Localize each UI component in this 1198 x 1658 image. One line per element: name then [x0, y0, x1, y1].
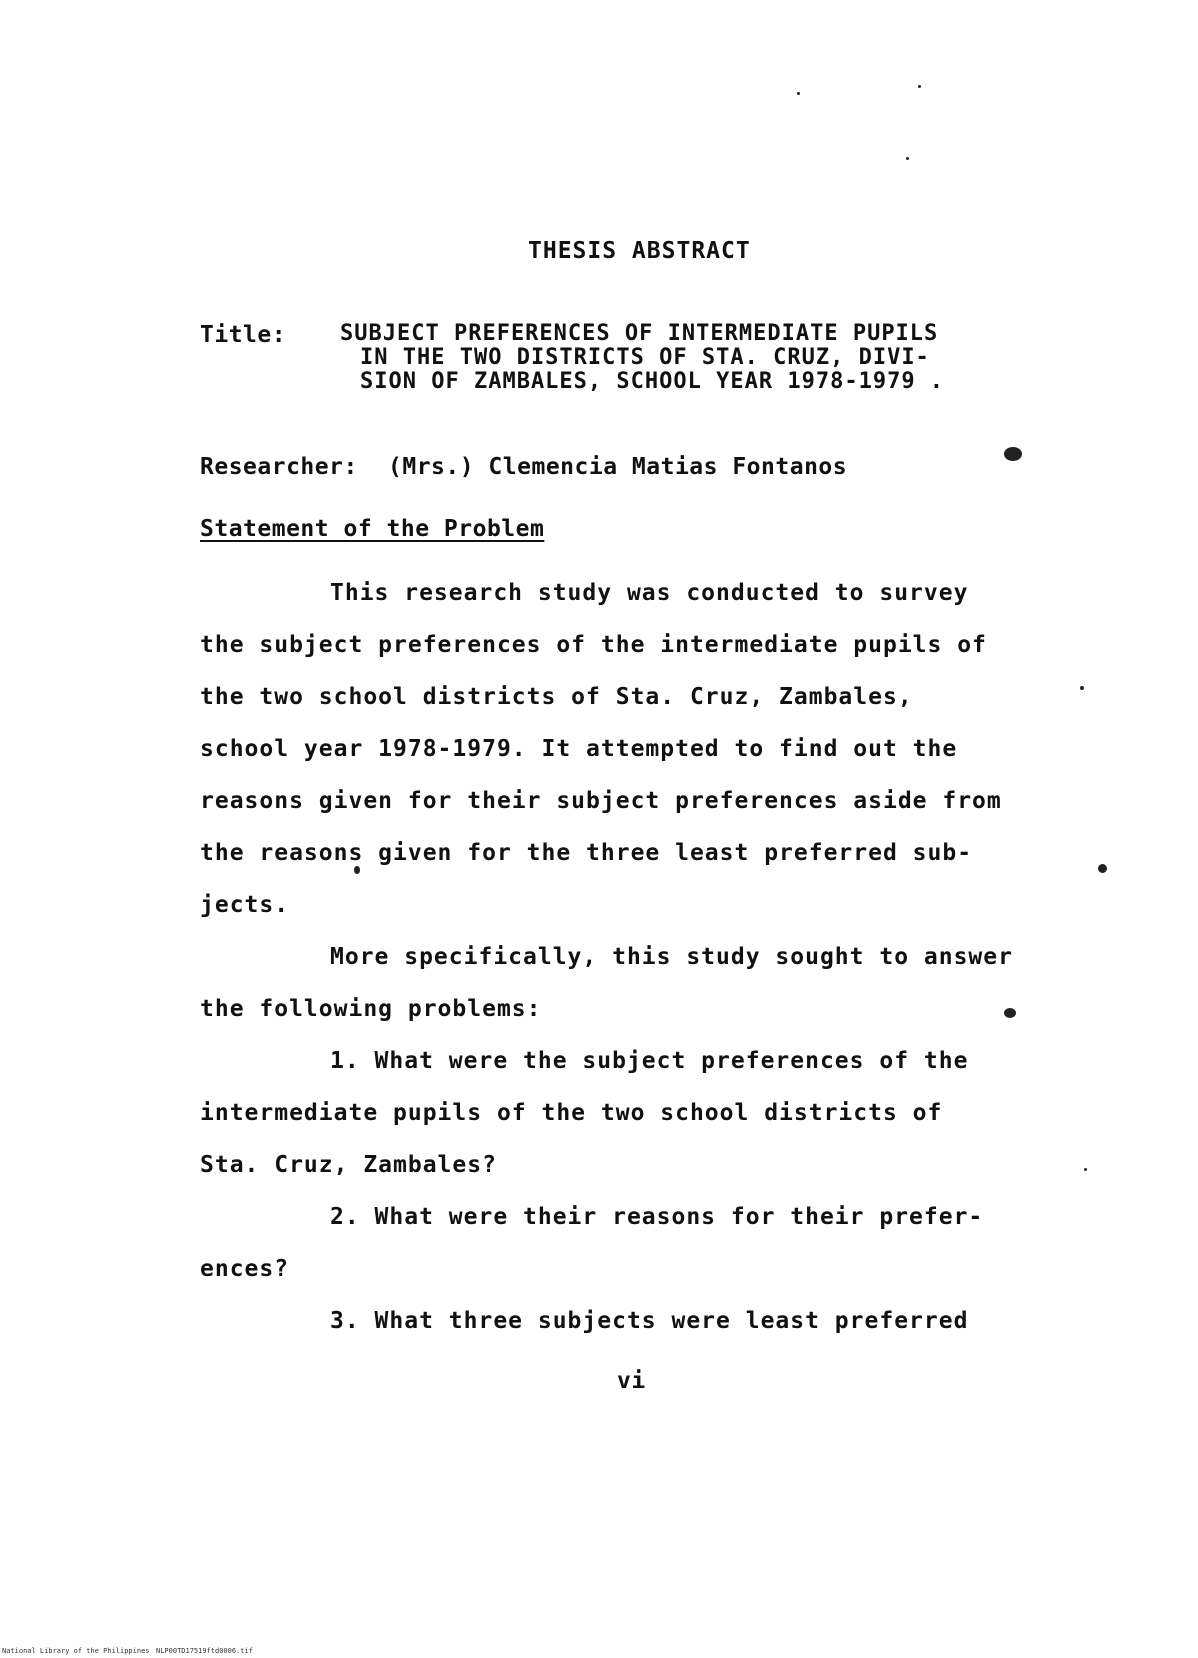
- scan-speck: [1080, 686, 1084, 690]
- scan-speck: [354, 866, 360, 874]
- body-line: the reasons given for the three least preferred sub-: [200, 840, 973, 866]
- scan-speck: [1004, 447, 1022, 461]
- body-line: intermediate pupils of the two school districts of: [200, 1100, 943, 1126]
- title-label: Title:: [200, 322, 287, 348]
- scan-speck: [1098, 864, 1107, 873]
- researcher-label: Researcher:: [200, 454, 358, 480]
- scan-speck: [906, 157, 909, 160]
- section-heading: Statement of the Problem: [200, 516, 545, 542]
- list-item-3: 3. What three subjects were least preferred: [330, 1308, 969, 1334]
- body-line: school year 1978-1979. It attempted to find out the: [200, 736, 958, 762]
- title-line-3: SION OF ZAMBALES, SCHOOL YEAR 1978-1979 .: [360, 369, 945, 394]
- scan-speck: [1084, 1168, 1087, 1171]
- footer-library: National Library of the Philippines: [2, 1647, 150, 1655]
- body-line: More specifically, this study sought to answer: [330, 944, 1013, 970]
- body-line: the two school districts of Sta. Cruz, Zambales,: [200, 684, 913, 710]
- body-line: Sta. Cruz, Zambales?: [200, 1152, 497, 1178]
- scan-speck: [918, 85, 921, 88]
- body-line: This research study was conducted to survey: [330, 580, 969, 606]
- list-item-1: 1. What were the subject preferences of the: [330, 1048, 969, 1074]
- document-heading: THESIS ABSTRACT: [528, 238, 751, 264]
- body-line: ences?: [200, 1256, 290, 1282]
- body-line: jects.: [200, 892, 290, 918]
- scan-speck: [1004, 1008, 1016, 1018]
- researcher-name: (Mrs.) Clemencia Matias Fontanos: [388, 454, 848, 480]
- footer-file-id: NLP00TD17519ftd0006.tif: [156, 1647, 253, 1655]
- body-line: reasons given for their subject preferences aside from: [200, 788, 1002, 814]
- body-line: the subject preferences of the intermediate pupils of: [200, 632, 987, 658]
- page-number: vi: [617, 1368, 646, 1394]
- title-line-1: SUBJECT PREFERENCES OF INTERMEDIATE PUPILS: [340, 321, 939, 346]
- list-item-2: 2. What were their reasons for their prefer-: [330, 1204, 984, 1230]
- body-line: the following problems:: [200, 996, 542, 1022]
- title-line-2: IN THE TWO DISTRICTS OF STA. CRUZ, DIVI-: [360, 345, 930, 370]
- scan-speck: [797, 92, 800, 95]
